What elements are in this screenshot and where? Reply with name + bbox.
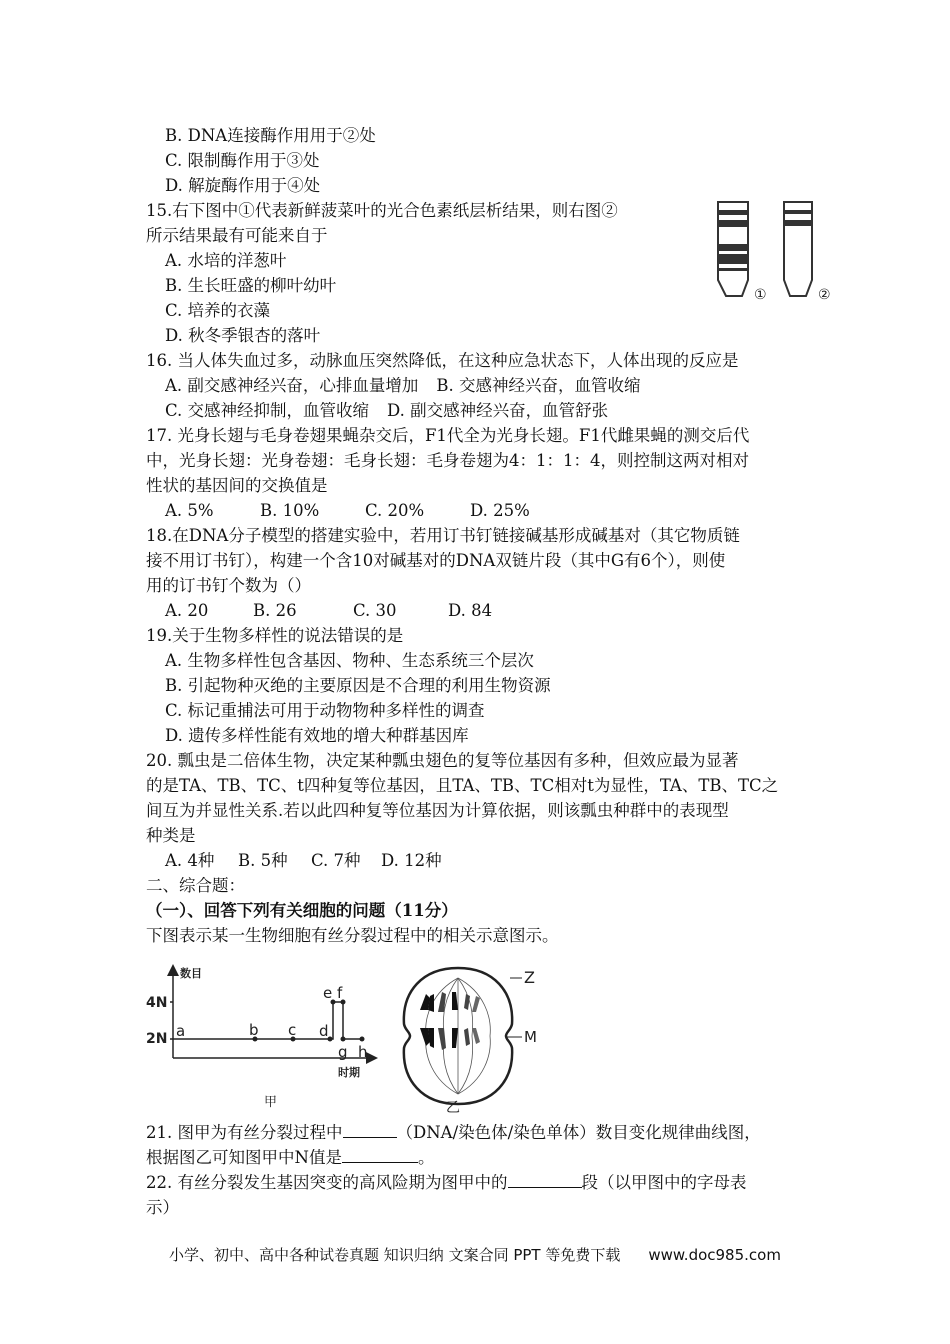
q17-stem-line2: 中，光身长翅：光身卷翅：毛身长翅：毛身卷翅为4：1：1：4，则控制这两对相对 <box>146 451 749 470</box>
point-label-e: e <box>323 984 333 1002</box>
q18-stem-line3: 用的订书钉个数为（） <box>146 576 311 595</box>
figure-yi-cell <box>392 962 552 1116</box>
q21-text-part2: （DNA/染色体/染色单体）数目变化规律曲线图， <box>396 1123 761 1142</box>
q18-stem-line1: 18.在DNA分子模型的搭建实验中，若用订书钉链接碱基形成碱基对（其它物质链 <box>146 526 740 545</box>
q16-options-row1 <box>165 374 641 398</box>
label-z: Z <box>524 968 535 987</box>
q18-stem-line2: 接不用订书钉），构建一个含10对碱基对的DNA双链片段（其中G有6个），则使 <box>146 551 726 570</box>
q19-option-c: C. 标记重捕法可用于动物物种多样性的调查 <box>165 701 485 720</box>
q16-stem: 16. 当人体失血过多，动脉血压突然降低，在这种应急状态下，人体出现的反应是 <box>146 351 739 370</box>
q15-stem-line2: 所示结果最有可能来自于 <box>146 226 328 245</box>
level-2n-label: 2N <box>146 1031 168 1047</box>
q17-stem-line3: 性状的基因间的交换值是 <box>146 476 328 495</box>
y-axis-label: 数目 <box>180 967 202 980</box>
q21-text-part4: 。 <box>417 1148 435 1167</box>
q19-stem: 19.关于生物多样性的说法错误的是 <box>146 626 404 645</box>
q15-option-a: A. 水培的洋葱叶 <box>165 251 287 270</box>
q17-options <box>165 499 530 523</box>
q18-option-d: D. 84 <box>448 601 493 620</box>
q15-option-c: C. 培养的衣藻 <box>165 301 271 320</box>
footer-text: 小学、初中、高中各种试卷真题 知识归纳 文案合同 PPT 等免费下载 <box>169 1246 621 1264</box>
q20-stem-line2: 的是TA、TB、TC、t四种复等位基因，且TA、TB、TC相对t为显性，TA、TB、TC之 <box>146 776 779 795</box>
q20-stem-line4: 种类是 <box>146 826 196 845</box>
q14-option-d: D. 解旋酶作用于④处 <box>165 176 321 195</box>
q19-option-a: A. 生物多样性包含基因、物种、生态系统三个层次 <box>165 651 534 670</box>
strip-2-label: ② <box>818 287 831 303</box>
point-label-b: b <box>249 1021 259 1039</box>
q14-option-c: C. 限制酶作用于③处 <box>165 151 320 170</box>
chromatogram-strip-2 <box>784 202 812 296</box>
point-label-a: a <box>176 1022 186 1040</box>
q18-option-b: B. 26 <box>253 601 297 620</box>
point-label-c: c <box>288 1021 297 1039</box>
x-axis-label: 时期 <box>338 1066 360 1079</box>
footer-link[interactable]: www.doc985.com <box>648 1246 781 1264</box>
strip-1-label: ① <box>754 287 767 303</box>
page-footer <box>0 1244 950 1265</box>
q20-stem-line1: 20. 瓢虫是二倍体生物，决定某种瓢虫翅色的复等位基因有多种，但效应最为显著 <box>146 751 739 770</box>
q22-blank[interactable] <box>508 1171 582 1188</box>
point-g <box>341 1037 346 1042</box>
chromatogram-strip-1 <box>718 202 748 296</box>
q15-option-b: B. 生长旺盛的柳叶幼叶 <box>165 276 337 295</box>
q21-blank-2[interactable] <box>342 1146 418 1163</box>
q20-option-a: A. 4种 <box>165 851 215 870</box>
q18-option-c: C. 30 <box>353 601 397 620</box>
q20-options <box>165 849 442 873</box>
q16-option-d: D. 副交感神经兴奋，血管舒张 <box>387 401 609 420</box>
level-4n-label: 4N <box>146 995 168 1011</box>
q21-line2 <box>146 1146 434 1170</box>
q22-line2: 示） <box>146 1198 179 1217</box>
q15-option-d: D. 秋冬季银杏的落叶 <box>165 326 321 345</box>
q22-line1 <box>146 1171 747 1195</box>
q17-option-a: A. 5% <box>165 501 214 520</box>
q18-option-a: A. 20 <box>165 601 209 620</box>
q21-text-part1: 21. 图甲为有丝分裂过程中 <box>146 1123 343 1142</box>
point-label-f: f <box>337 984 343 1002</box>
q17-option-b: B. 10% <box>260 501 320 520</box>
point-label-h: h <box>358 1043 368 1061</box>
q20-option-d: D. 12种 <box>381 851 442 870</box>
section2-subtitle: （一）、回答下列有关细胞的问题（11分） <box>146 901 458 920</box>
q21-line1 <box>146 1121 761 1145</box>
label-m: M <box>524 1028 537 1046</box>
section2-title: 二、综合题： <box>146 876 245 895</box>
q22-text-part1: 22. 有丝分裂发生基因突变的高风险期为图甲中的 <box>146 1173 508 1192</box>
q20-option-b: B. 5种 <box>238 851 288 870</box>
q18-options <box>165 599 492 623</box>
lower-chromosomes <box>420 1028 480 1050</box>
q17-stem-line1: 17. 光身长翅与毛身卷翅果蝇杂交后，F1代全为光身长翅。F1代雌果蝇的测交后代 <box>146 426 750 445</box>
figure-yi-caption: 乙 <box>446 1100 460 1116</box>
q15-stem-line1: 15.右下图中①代表新鲜菠菜叶的光合色素纸层析结果，则右图② <box>146 201 618 220</box>
q21-text-part3: 根据图乙可知图甲中N值是 <box>146 1148 342 1167</box>
q14-option-b: B. DNA连接酶作用用于②处 <box>165 126 376 145</box>
q17-option-c: C. 20% <box>365 501 425 520</box>
count-curve <box>173 1002 362 1039</box>
q22-text-part2: 段（以甲图中的字母表 <box>581 1173 747 1192</box>
q16-option-b: B. 交感神经兴奋，血管收缩 <box>436 376 641 395</box>
q20-stem-line3: 间互为并显性关系.若以此四种复等位基因为计算依据，则该瓢虫种群中的表现型 <box>146 801 729 820</box>
figure-jia-graph <box>140 962 380 1112</box>
q21-blank-1[interactable] <box>343 1121 397 1138</box>
chromatography-figure <box>712 196 842 306</box>
point-label-d: d <box>319 1022 329 1040</box>
q19-option-b: B. 引起物种灭绝的主要原因是不合理的利用生物资源 <box>165 676 551 695</box>
q16-option-c: C. 交感神经抑制，血管收缩 <box>165 401 370 420</box>
q19-option-d: D. 遗传多样性能有效地的增大种群基因库 <box>165 726 469 745</box>
q16-option-a: A. 副交感神经兴奋，心排血量增加 <box>165 376 419 395</box>
q20-option-c: C. 7种 <box>311 851 361 870</box>
figure-jia-caption: 甲 <box>264 1095 278 1110</box>
section2-intro: 下图表示某一生物细胞有丝分裂过程中的相关示意图示。 <box>146 926 559 945</box>
q16-options-row2 <box>165 399 608 423</box>
q17-option-d: D. 25% <box>470 501 530 520</box>
point-h <box>360 1037 365 1042</box>
point-label-g: g <box>338 1043 348 1061</box>
